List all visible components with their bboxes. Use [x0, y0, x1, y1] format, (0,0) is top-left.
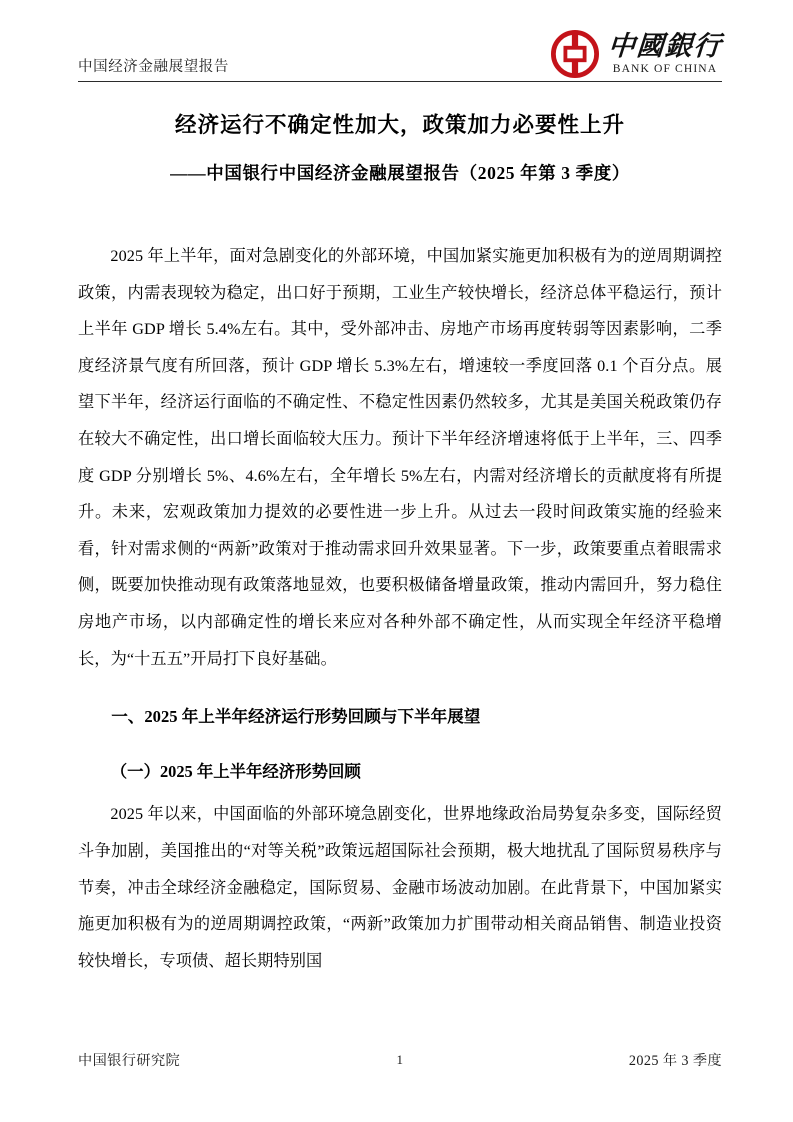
document-subtitle: ——中国银行中国经济金融展望报告（2025 年第 3 季度） [170, 163, 630, 183]
paragraph-review: 2025 年以来，中国面临的外部环境急剧变化，世界地缘政治局势复杂多变，国际经贸斗争加剧，美国推出的“对等关税”政策远超国际社会预期，极大地扰乱了国际贸易秩序与节奏，冲击全球经济金融稳定，国际贸易、金融市场波动加剧。在此背景下，中国加紧实施更加积极有为的逆周期调控政策，“两新”政策加力扩围带动相关商品销售、制造业投资较快增长，专项债、超长期特别国 [78, 805, 722, 970]
paragraph-summary: 2025 年上半年，面对急剧变化的外部环境，中国加紧实施更加积极有为的逆周期调控政策，内需表现较为稳定，出口好于预期，工业生产较快增长，经济总体平稳运行，预计上半年 GDP 增长 5.4%左右。其中，受外部冲击、房地产市场再度转弱等因素影响，二季度经济景气度有所回落，预计 GDP 增长 5.3%左右，增速较一季度回落 0.1 个百分点。展望下半年，经济运行面临的不确定性、不稳定性因素仍然较多，尤其是美国关税政策仍存在较大不确定性，出口增长面临较大压力。预计下半年经济增速将低于上半年，三、四季度 GDP 分别增长 5%、4.6%左右，全年增长 5%左右，内需对经济增长的贡献度将有所提升。未来，宏观政策加力提效的必要性进一步上升。从过去一段时间政策实施的经验来看，针对需求侧的“两新”政策对于推动需求回升效果显著。下一步，政策要重点着眼需求侧，既要加快推动现有政策落地显效，也要积极储备增量政策，推动内需回升，努力稳住房地产市场，以内部确定性的增长来应对各种外部不确定性，从而实现全年经济平稳增长，为“十五五”开局打下良好基础。 [78, 247, 722, 668]
page-header [78, 24, 722, 82]
footer-page-number: 1 [396, 1052, 404, 1067]
document-title: 经济运行不确定性加大，政策加力必要性上升 [174, 113, 625, 137]
logo-chinese-name: 中國銀行 [606, 31, 724, 62]
bank-of-china-emblem [551, 30, 599, 78]
footer-period: 2025 年 3 季度 [628, 1053, 722, 1069]
bank-of-china-logo [551, 30, 722, 78]
document-body [78, 238, 722, 979]
logo-english-name: BANK OF CHINA [612, 62, 718, 76]
subsection-heading-one: （一）2025 年上半年经济形势回顾 [110, 761, 361, 781]
running-header-title: 中国经济金融展望报告 [78, 59, 229, 75]
header-divider-rule [78, 81, 722, 82]
bank-of-china-wordmark [608, 33, 722, 75]
footer-institution: 中国银行研究院 [78, 1053, 181, 1069]
section-heading-one: 一、2025 年上半年经济运行形势回顾与下半年展望 [111, 707, 481, 727]
page-footer [78, 1048, 722, 1072]
